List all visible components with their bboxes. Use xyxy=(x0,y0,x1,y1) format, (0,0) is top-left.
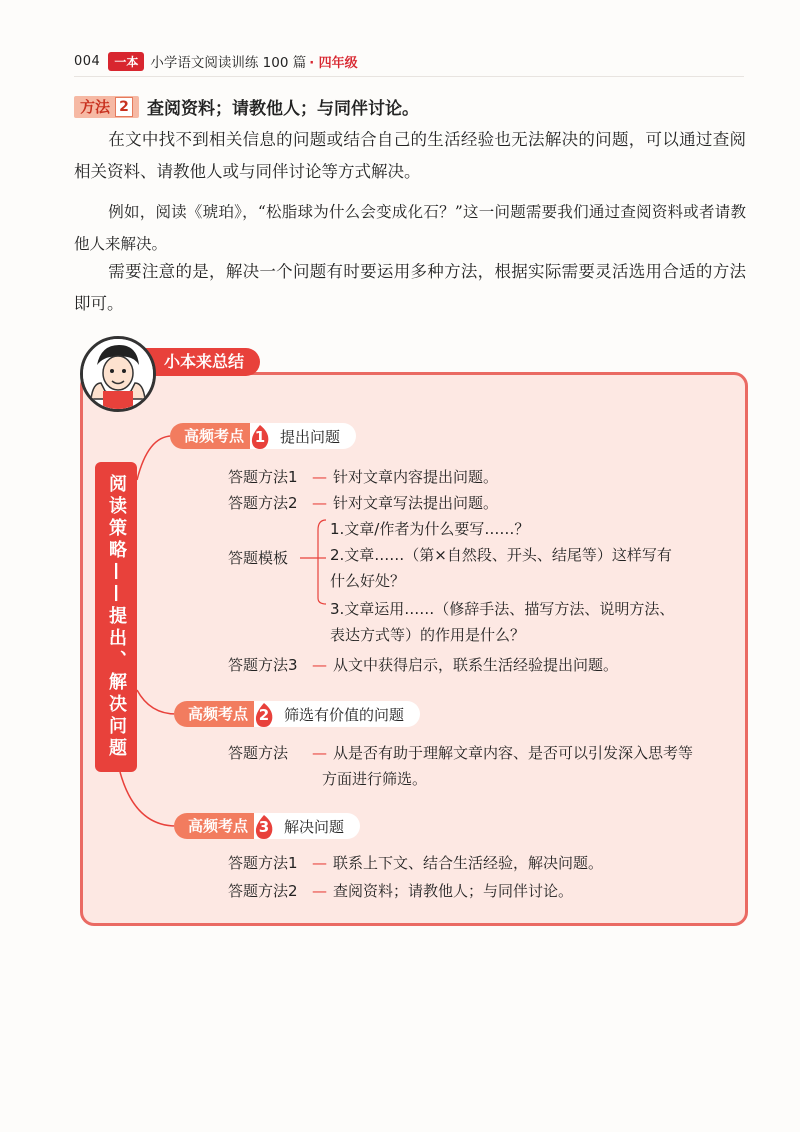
kaodian-label: 高频考点 xyxy=(170,423,250,449)
template-line: 什么好处？ xyxy=(330,572,406,590)
template-line: 2.文章……（第×自然段、开头、结尾等）这样写有 xyxy=(330,546,672,564)
grade-label: · 四年级 xyxy=(309,55,358,71)
page-number: 004 xyxy=(74,53,101,69)
list-item: 答题方法1 — 联系上下文、结合生活经验，解决问题。 xyxy=(228,854,604,872)
kaodian-1-pill xyxy=(170,423,356,449)
flame-number-icon: 2 xyxy=(252,702,276,726)
template-label: 答题模板 xyxy=(228,549,289,567)
method-tag-label: 方法 xyxy=(80,98,111,116)
list-item-continuation: 方面进行筛选。 xyxy=(322,770,428,788)
list-item: 答题方法2 — 查阅资料；请教他人；与同伴讨论。 xyxy=(228,882,574,900)
flame-number-icon: 3 xyxy=(252,814,276,838)
template-line: 表达方式等）的作用是什么？ xyxy=(330,626,526,644)
flame-number-icon: 1 xyxy=(248,424,272,448)
kaodian-label: 高频考点 xyxy=(174,701,254,727)
method-number: 2 xyxy=(115,97,133,117)
list-item: 答题方法2 — 针对文章写法提出问题。 xyxy=(228,494,499,512)
brand-logo: 一本 xyxy=(108,52,144,71)
template-line: 3.文章运用……（修辞手法、描写方法、说明方法、 xyxy=(330,600,675,618)
summary-title: 小本来总结 xyxy=(148,348,260,376)
template-line: 1.文章/作者为什么要写……？ xyxy=(330,520,530,538)
kaodian-title: 提出问题 xyxy=(280,427,341,446)
kaodian-title: 筛选有价值的问题 xyxy=(284,705,405,724)
paragraph-example: 例如，阅读《琥珀》，“松脂球为什么会变成化石？”这一问题需要我们通过查阅资料或者请教他人来解决。 xyxy=(74,203,746,253)
method-text: 查阅资料；请教他人；与同伴讨论。 xyxy=(147,99,420,119)
list-item: 答题方法1 — 针对文章内容提出问题。 xyxy=(228,468,499,486)
kaodian-2-pill xyxy=(174,701,420,727)
kaodian-title: 解决问题 xyxy=(284,817,345,836)
paragraph-note: 需要注意的是，解决一个问题有时要运用多种方法，根据实际需要灵活选用合适的方法即可。 xyxy=(74,262,746,313)
paragraph-1: 在文中找不到相关信息的问题或结合自己的生活经验也无法解决的问题，可以通过查阅相关资料、请教他人或与同伴讨论等方式解决。 xyxy=(74,130,746,181)
book-title: 小学语文阅读训练 100 篇 xyxy=(150,55,307,71)
kaodian-3-pill xyxy=(174,813,360,839)
list-item: 答题方法 — 从是否有助于理解文章内容、是否可以引发深入思考等 xyxy=(228,744,694,762)
list-item: 答题方法3 — 从文中获得启示，联系生活经验提出问题。 xyxy=(228,656,619,674)
vertical-strategy-title: 阅读策略——提出、解决问题 xyxy=(95,462,137,772)
kaodian-label: 高频考点 xyxy=(174,813,254,839)
